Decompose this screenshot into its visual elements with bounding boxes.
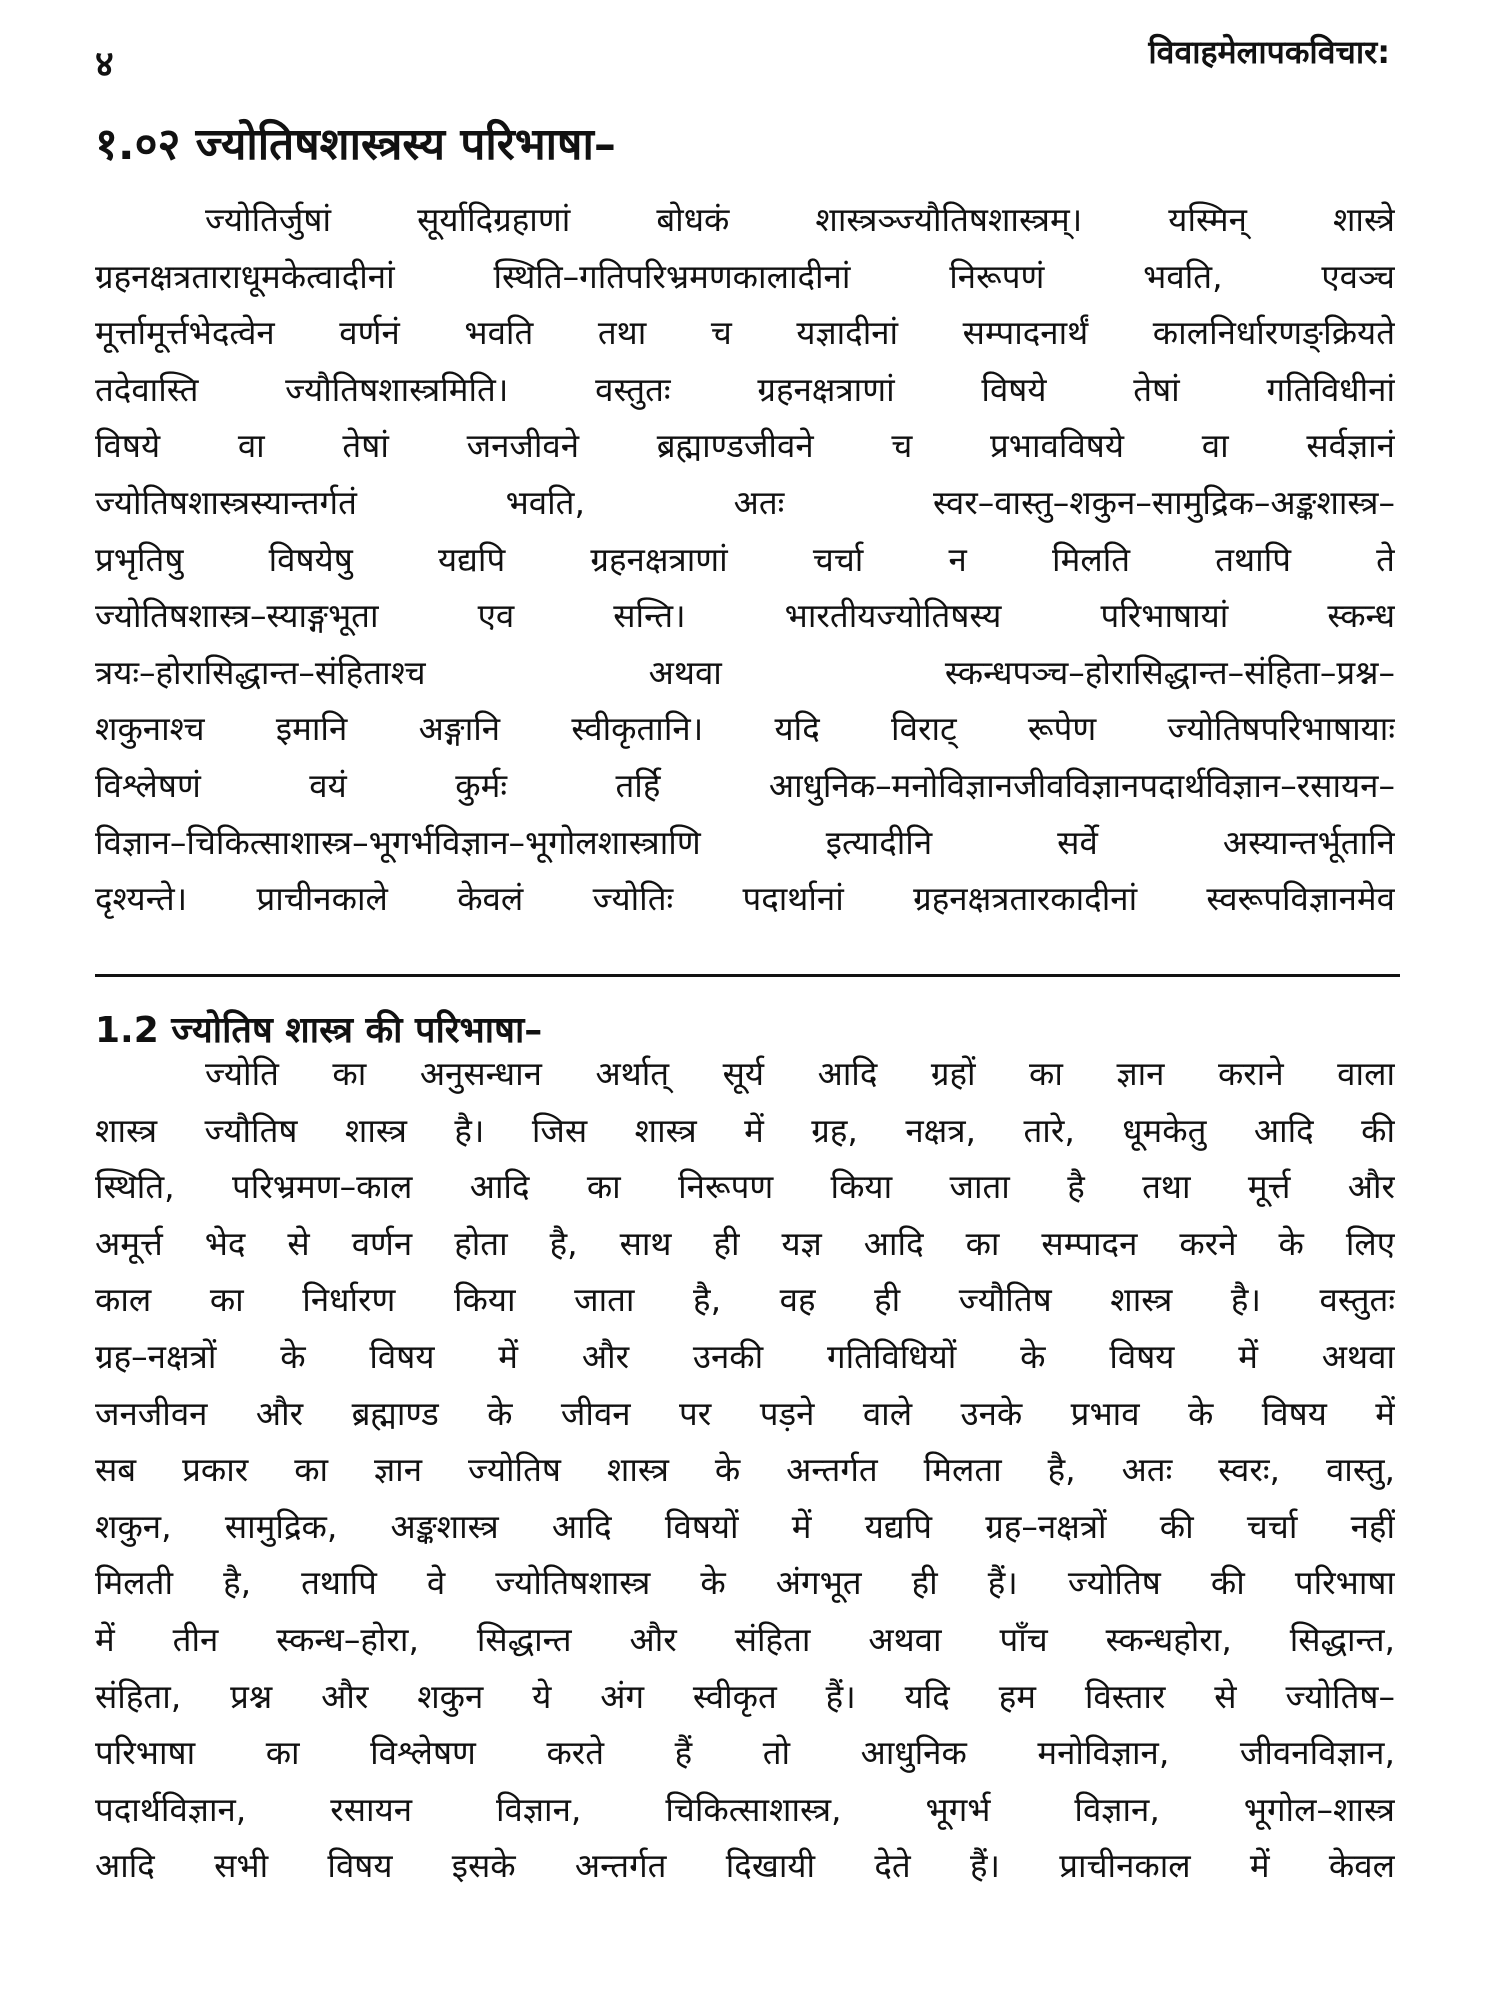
text-line: में तीन स्कन्ध–होरा, सिद्धान्त और संहिता अथवा पाँच स्कन्धहोरा, सिद्धान्त,: [95, 1619, 1395, 1659]
text-line: पदार्थविज्ञान, रसायन विज्ञान, चिकित्साशास्त्र, भूगर्भ विज्ञान, भूगोल–शास्त्र: [95, 1789, 1395, 1829]
text-line: स्थिति, परिभ्रमण–काल आदि का निरूपण किया जाता है तथा मूर्त्त और: [95, 1167, 1395, 1207]
text-line: दृश्यन्ते। प्राचीनकाले केवलं ज्योतिः पदार्थानां ग्रहनक्षत्रतारकादीनां स्वरूपविज्ञानमेव: [95, 879, 1395, 919]
text-line: शकुनाश्च इमानि अङ्गानि स्वीकृतानि। यदि विराट् रूपेण ज्योतिषपरिभाषायाः: [95, 709, 1395, 749]
running-head: विवाहमेलापकविचार:: [1148, 33, 1390, 71]
text-line: अमूर्त्त भेद से वर्णन होता है, साथ ही यज्ञ आदि का सम्पादन करने के लिए: [95, 1223, 1395, 1263]
text-line: विश्लेषणं वयं कुर्मः तर्हि आधुनिक–मनोविज्ञानजीवविज्ञानपदार्थविज्ञान–रसायन–: [95, 765, 1395, 805]
text-line: प्रभृतिषु विषयेषु यद्यपि ग्रहनक्षत्राणां चर्चा न मिलति तथापि ते: [95, 539, 1395, 579]
text-line: आदि सभी विषय इसके अन्तर्गत दिखायी देते हैं। प्राचीनकाल में केवल: [95, 1846, 1395, 1886]
text-line: ग्रहनक्षत्रताराधूमकेत्वादीनां स्थिति–गतिपरिभ्रमणकालादीनां निरूपणं भवति, एवञ्च: [95, 256, 1395, 296]
text-line: ज्योतिषशास्त्रस्यान्तर्गतं भवति, अतः स्वर–वास्तु–शकुन–सामुद्रिक–अङ्कशास्त्र–: [95, 482, 1395, 522]
text-line: काल का निर्धारण किया जाता है, वह ही ज्यौतिष शास्त्र है। वस्तुतः: [95, 1280, 1395, 1320]
text-line: त्रयः–होरासिद्धान्त–संहिताश्च अथवा स्कन्धपञ्च–होरासिद्धान्त–संहिता–प्रश्न–: [95, 652, 1395, 692]
text-line: संहिता, प्रश्न और शकुन ये अंग स्वीकृत हैं। यदि हम विस्तार से ज्योतिष–: [95, 1676, 1395, 1716]
text-line: सब प्रकार का ज्ञान ज्योतिष शास्त्र के अन्तर्गत मिलता है, अतः स्वरः, वास्तु,: [95, 1450, 1395, 1490]
hindi-heading: 1.2 ज्योतिष शास्त्र की परिभाषा–: [95, 1010, 543, 1051]
text-line: ज्योतिर्जुषां सूर्यादिग्रहाणां बोधकं शास्त्रञ्ज्यौतिषशास्त्रम्। यस्मिन् शास्त्रे: [205, 200, 1395, 239]
text-line: मिलती है, तथापि वे ज्योतिषशास्त्र के अंगभूत ही हैं। ज्योतिष की परिभाषा: [95, 1563, 1395, 1603]
sanskrit-paragraph: [95, 192, 1395, 928]
hindi-paragraph: [95, 1046, 1395, 1895]
text-line: विज्ञान–चिकित्साशास्त्र–भूगर्भविज्ञान–भूगोलशास्त्राणि इत्यादीनि सर्वे अस्यान्तर्भूतानि: [95, 822, 1395, 862]
text-line: ज्योतिषशास्त्र–स्याङ्गभूता एव सन्ति। भारतीयज्योतिषस्य परिभाषायां स्कन्ध: [95, 596, 1395, 636]
sanskrit-heading: १.०२ ज्योतिषशास्त्रस्य परिभाषा–: [95, 119, 616, 170]
text-line: तदेवास्ति ज्यौतिषशास्त्रमिति। वस्तुतः ग्रहनक्षत्राणां विषये तेषां गतिविधीनां: [95, 369, 1395, 409]
text-line: परिभाषा का विश्लेषण करते हैं तो आधुनिक मनोविज्ञान, जीवनविज्ञान,: [95, 1733, 1395, 1773]
text-line: शास्त्र ज्यौतिष शास्त्र है। जिस शास्त्र में ग्रह, नक्षत्र, तारे, धूमकेतु आदि की: [95, 1110, 1395, 1150]
page-number: ४: [95, 44, 114, 85]
text-line: जनजीवन और ब्रह्माण्ड के जीवन पर पड़ने वाले उनके प्रभाव के विषय में: [95, 1393, 1395, 1433]
text-line: विषये वा तेषां जनजीवने ब्रह्माण्डजीवने च प्रभावविषये वा सर्वज्ञानं: [95, 426, 1395, 466]
text-line: शकुन, सामुद्रिक, अङ्कशास्त्र आदि विषयों में यद्यपि ग्रह–नक्षत्रों की चर्चा नहीं: [95, 1506, 1395, 1546]
text-line: ज्योति का अनुसन्धान अर्थात् सूर्य आदि ग्रहों का ज्ञान कराने वाला: [205, 1054, 1395, 1093]
text-line: ग्रह–नक्षत्रों के विषय में और उनकी गतिविधियों के विषय में अथवा: [95, 1336, 1395, 1376]
section-divider: [95, 974, 1400, 977]
text-line: मूर्त्तामूर्त्तभेदत्वेन वर्णनं भवति तथा च यज्ञादीनां सम्पादनार्थं कालनिर्धारणङ्क्रियते: [95, 313, 1395, 353]
